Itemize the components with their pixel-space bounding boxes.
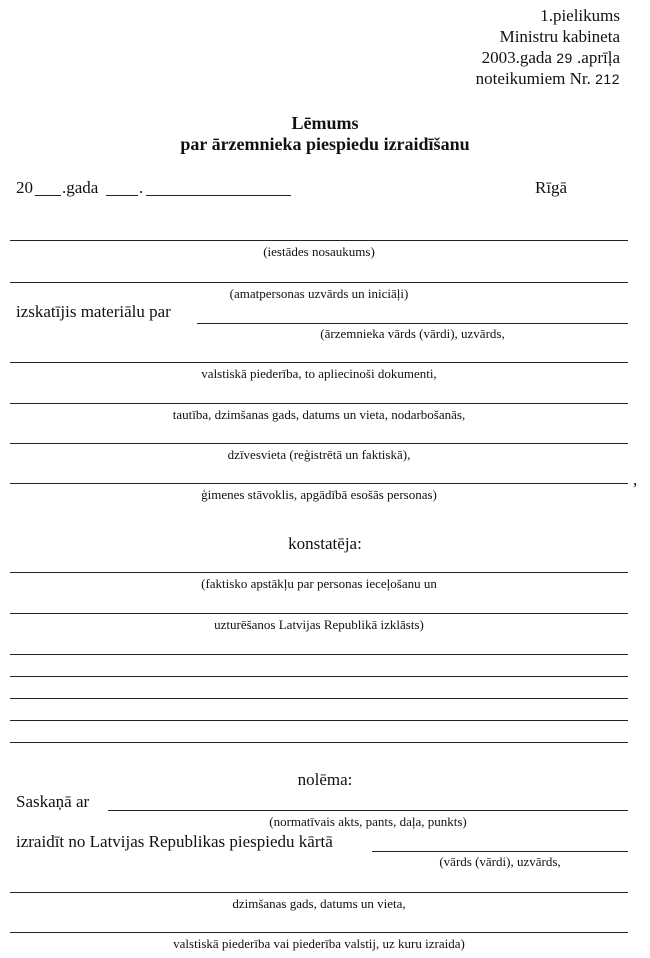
birth-line: [10, 892, 628, 893]
citizenship-line: [10, 362, 628, 363]
citizenship-caption: valstiskā piederība, to apliecinoši dokumenti,: [201, 366, 437, 381]
according-label: Saskaņā ar: [16, 792, 90, 811]
annex-number: 1.pielikums: [540, 6, 620, 25]
residence-caption: dzīvesvieta (reģistrētā un faktiskā),: [227, 447, 411, 462]
nationality-caption: tautība, dzimšanas gads, datums un vieta, nodarbošanās,: [172, 407, 466, 422]
facts-line-5: [10, 698, 628, 699]
found-heading: konstatēja:: [288, 534, 362, 553]
institution-caption: (iestādes nosaukums): [263, 244, 375, 259]
birth-caption: dzimšanas gads, datums un vieta,: [232, 896, 406, 911]
date-gada-label: .gada: [62, 178, 99, 197]
nationality-line: [10, 403, 628, 404]
regulation-number-label: noteikumiem Nr.: [475, 69, 591, 88]
citizenship2-line: [10, 932, 628, 933]
month-blank-line: [146, 195, 291, 196]
date-year-prefix: 20: [16, 178, 33, 197]
document-title: Lēmums: [291, 113, 359, 133]
facts-line-4: [10, 676, 628, 677]
facts-caption-1: (faktisko apstākļu par personas ieceļošanu un: [201, 576, 437, 591]
facts-line-2: [10, 613, 628, 614]
legal-act-caption: (normatīvais akts, pants, daļa, punkts): [269, 814, 467, 829]
citizenship2-caption: valstiskā piederība vai piederība valstij, uz kuru izraida): [173, 936, 465, 951]
facts-line-1: [10, 572, 628, 573]
facts-line-3: [10, 654, 628, 655]
family-line: [10, 483, 628, 484]
expel-name-caption: (vārds (vārdi), uzvārds,: [439, 854, 561, 869]
foreigner-name-caption: (ārzemnieka vārds (vārdi), uzvārds,: [320, 326, 505, 341]
regulation-month: .aprīļa: [577, 48, 620, 67]
cabinet-label: Ministru kabineta: [499, 27, 620, 46]
residence-line: [10, 443, 628, 444]
regulation-day: 29: [556, 50, 573, 66]
family-comma: ,: [633, 470, 638, 489]
family-caption: ģimenes stāvoklis, apgādībā esošās personas): [201, 487, 437, 502]
facts-caption-2: uzturēšanos Latvijas Republikā izklāsts): [214, 617, 424, 632]
legal-act-line: [108, 810, 628, 811]
regulation-date: [482, 48, 620, 68]
document-subtitle: par ārzemnieka piespiedu izraidīšanu: [180, 134, 470, 154]
expel-name-line: [372, 851, 628, 852]
foreigner-name-line: [197, 323, 628, 324]
day-blank-line: [106, 195, 138, 196]
date-dot: .: [139, 178, 144, 197]
regulation-number-value: 212: [595, 71, 620, 87]
regulation-number: [476, 69, 620, 89]
regulation-year: 2003.gada: [481, 48, 552, 67]
place-label: Rīgā: [535, 178, 568, 197]
official-caption: (amatpersonas uzvārds un iniciāļi): [229, 286, 409, 301]
official-line: [10, 282, 628, 283]
year-blank-line: [35, 195, 61, 196]
decided-heading: nolēma:: [297, 770, 353, 789]
reviewed-label: izskatījis materiālu par: [16, 302, 171, 321]
facts-line-7: [10, 742, 628, 743]
institution-line: [10, 240, 628, 241]
expel-label: izraidīt no Latvijas Republikas piespiedu kārtā: [16, 832, 333, 851]
facts-line-6: [10, 720, 628, 721]
